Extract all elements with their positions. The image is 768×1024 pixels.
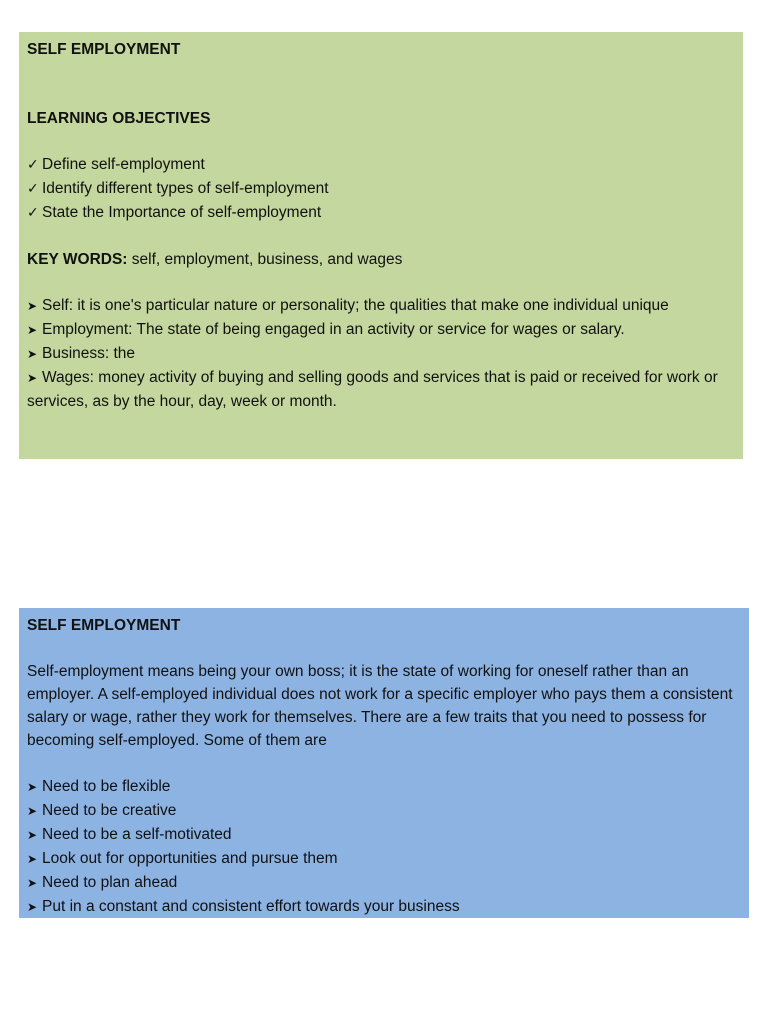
trait-item: ➤ Need to be creative: [27, 799, 740, 823]
keywords-label: KEY WORDS:: [27, 251, 128, 268]
arrow-bullet-icon: ➤: [27, 852, 38, 866]
objective-item: ✓ Define self-employment: [27, 153, 734, 177]
definition-item: ➤ Employment: The state of being engaged in an activity or service for wages or salary.: [27, 318, 734, 342]
self-employment-card: [19, 608, 749, 918]
objectives-heading: LEARNING OBJECTIVES: [27, 110, 211, 127]
objective-item: ✓ Identify different types of self-employment: [27, 177, 734, 201]
check-icon: ✓: [27, 157, 39, 173]
arrow-bullet-icon: ➤: [27, 323, 38, 337]
learning-objectives-card: [19, 32, 743, 459]
arrow-bullet-icon: ➤: [27, 900, 38, 914]
section-title: SELF EMPLOYMENT: [27, 41, 181, 58]
arrow-bullet-icon: ➤: [27, 347, 38, 361]
section-title: SELF EMPLOYMENT: [27, 617, 181, 634]
trait-item: ➤ Need to plan ahead: [27, 871, 740, 895]
trait-item: ➤ Look out for opportunities and pursue them: [27, 847, 740, 871]
definition-item: ➤ Wages: money activity of buying and selling goods and services that is paid or received for work or services, as by the hour, day, week or month.: [27, 369, 718, 410]
trait-item: ➤ Need to be flexible: [27, 775, 740, 799]
check-icon: ✓: [27, 181, 39, 197]
trait-item: ➤ Put in a constant and consistent effort towards your business: [27, 895, 740, 919]
keywords-text: self, employment, business, and wages: [127, 251, 403, 268]
check-icon: ✓: [27, 205, 39, 221]
objective-item: ✓ State the Importance of self-employment: [27, 201, 734, 225]
arrow-bullet-icon: ➤: [27, 299, 38, 313]
trait-item: ➤ Need to be a self-motivated: [27, 823, 740, 847]
intro-paragraph: Self-employment means being your own boss; it is the state of working for oneself rather than an employer. A self-employed individual does not work for a specific employer who pays them a consistent salary or wage, rather they work for themselves. There are a few traits that you need to possess for becoming self-employed. Some of them are: [27, 663, 733, 749]
definition-item: ➤ Self: it is one's particular nature or personality; the qualities that make one individual unique: [27, 294, 734, 318]
arrow-bullet-icon: ➤: [27, 804, 38, 818]
keywords-line: [27, 248, 734, 271]
arrow-bullet-icon: ➤: [27, 828, 38, 842]
arrow-bullet-icon: ➤: [27, 780, 38, 794]
arrow-bullet-icon: ➤: [27, 371, 38, 385]
arrow-bullet-icon: ➤: [27, 876, 38, 890]
definition-item: ➤ Business: the: [27, 342, 734, 366]
